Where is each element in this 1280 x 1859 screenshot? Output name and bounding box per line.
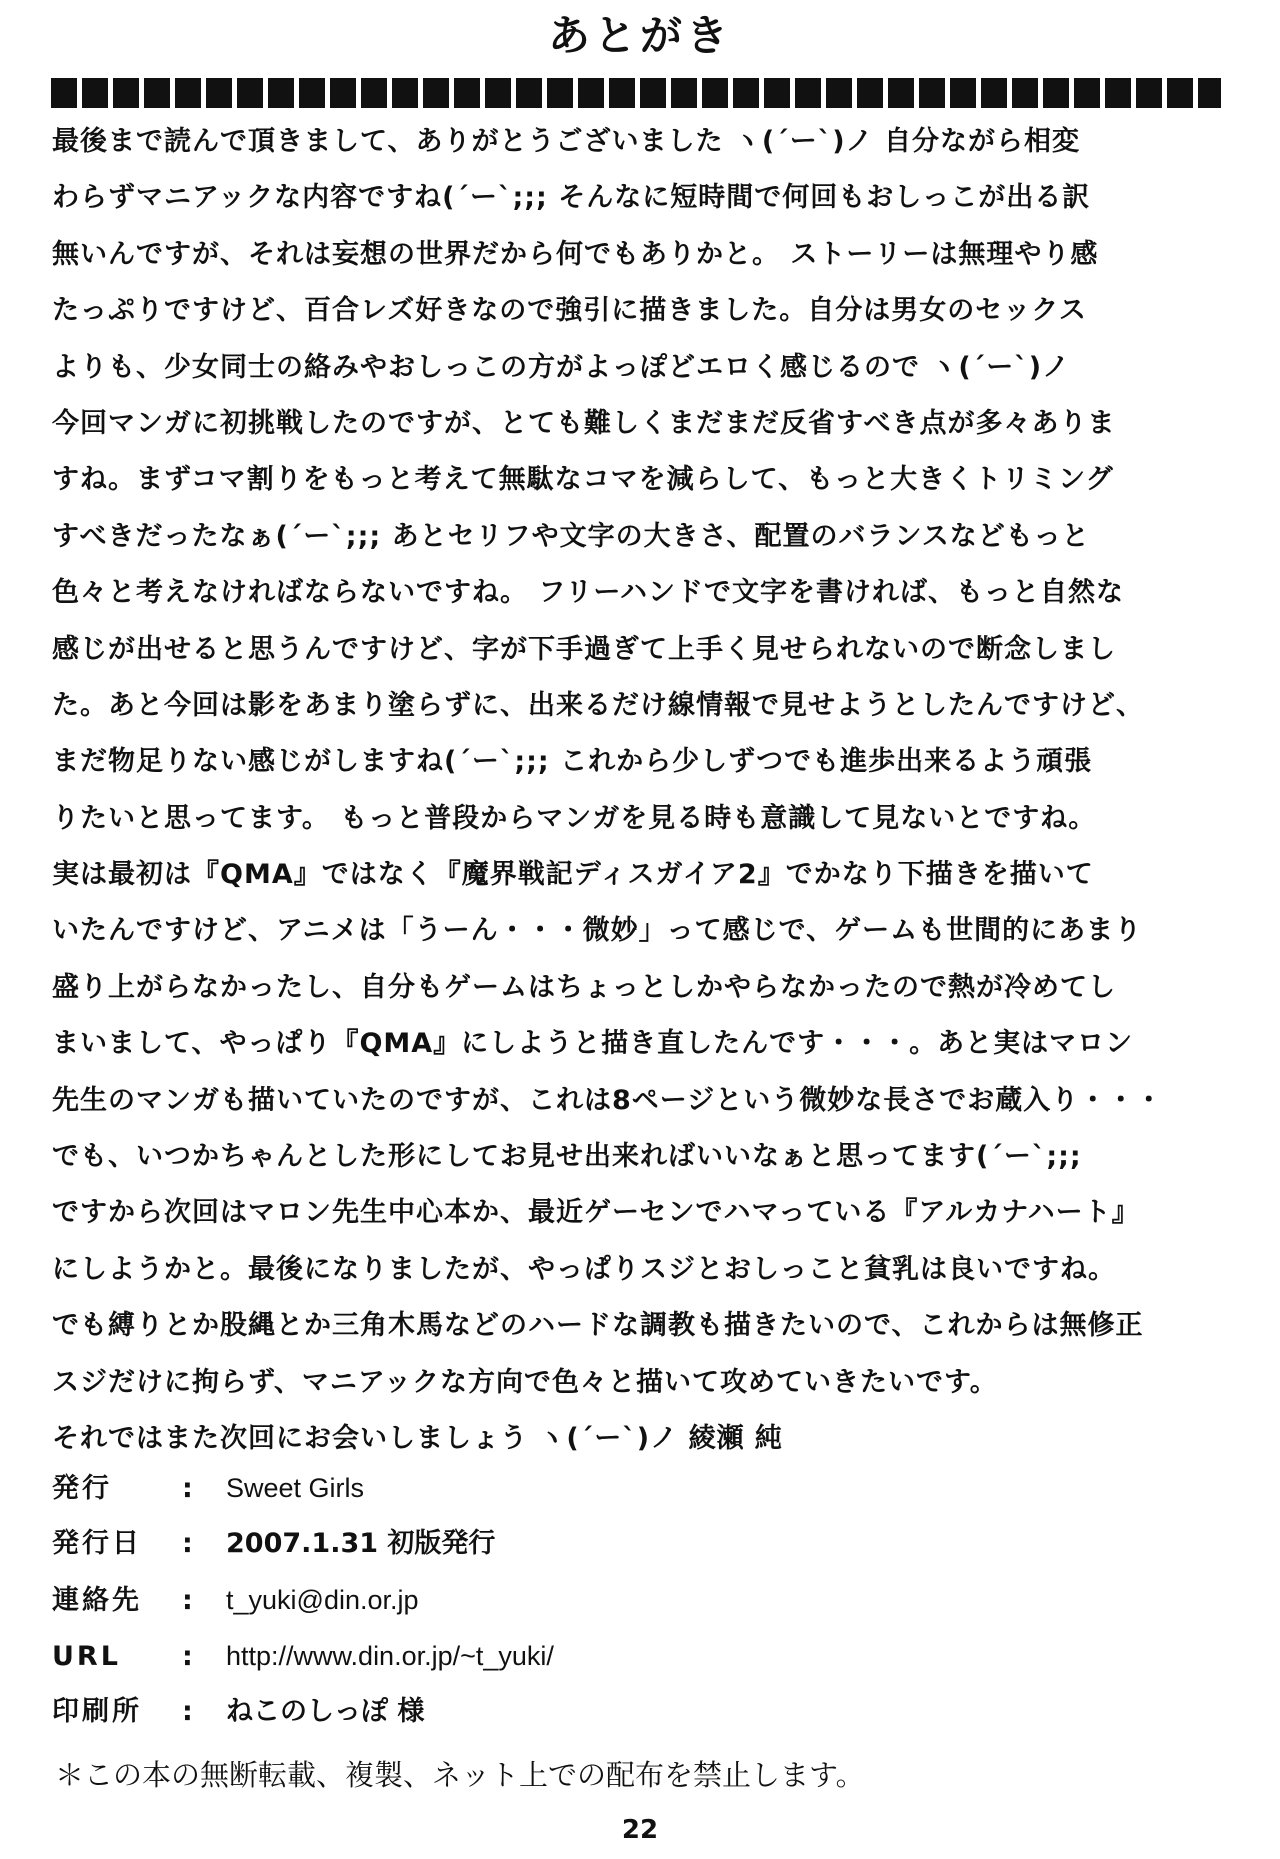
copyright-notice: ＊この本の無断転載、複製、ネット上での配布を禁止します。 xyxy=(55,1758,865,1792)
body-line: それではまた次回にお会いしましょう ヽ(´ー`)ノ 綾瀬 純 xyxy=(52,1422,783,1454)
contact-email[interactable]: t_yuki@din.or.jp xyxy=(226,1585,419,1615)
body-line: 感じが出せると思うんですけど、字が下手過ぎて上手く見せられないので断念しまし xyxy=(52,633,1116,665)
body-line: 無いんですが、それは妄想の世界だから何でもありかと。 ストーリーは無理やり感 xyxy=(52,238,1099,270)
body-line: 今回マンガに初挑戦したのですが、とても難しくまだまだ反省すべき点が多々ありま xyxy=(52,407,1116,439)
body-line: 先生のマンガも描いていたのですが、これは8ページという微妙な長さでお蔵入り・・・ xyxy=(52,1084,1164,1116)
publisher-value: Sweet Girls xyxy=(226,1473,365,1503)
body-line: 最後まで読んで頂きまして、ありがとうございました ヽ(´ー`)ノ 自分ながら相変 xyxy=(52,126,1080,157)
colophon-date xyxy=(52,1516,1152,1572)
body-line: た。あと今回は影をあまり塗らずに、出来るだけ線情報で見せようとしたんですけど、 xyxy=(52,689,1144,721)
body-line: まいまして、やっぱり『QMA』にしようと描き直したんです・・・。あと実はマロン xyxy=(52,1028,1134,1060)
body-line: にしようかと。最後になりましたが、やっぱりスジとおしっこと貧乳は良いですね。 xyxy=(52,1253,1116,1285)
colophon-label: 発行日 xyxy=(52,1528,142,1559)
body-line: わらずマニアックな内容ですね(´ー`;;; そんなに短時間で何回もおしっこが出る訳 xyxy=(52,182,1091,214)
colophon xyxy=(52,1460,1152,1740)
website-url[interactable]: http://www.din.or.jp/~t_yuki/ xyxy=(226,1641,554,1671)
colophon-publisher xyxy=(52,1460,1152,1516)
colophon-separator: : xyxy=(182,1641,193,1672)
body-line: 盛り上がらなかったし、自分もゲームはちょっとしかやらなかったので熱が冷めてし xyxy=(52,971,1116,1003)
body-line: たっぷりですけど、百合レズ好きなので強引に描きました。自分は男女のセックス xyxy=(52,295,1087,327)
colophon-separator: : xyxy=(182,1528,193,1559)
body-line: でも、いつかちゃんとした形にしてお見せ出来ればいいなぁと思ってます(´ー`;;; xyxy=(52,1141,1082,1173)
colophon-label: 連絡先 xyxy=(52,1585,142,1616)
body-line: 実は最初は『QMA』ではなく『魔界戦記ディスガイア2』でかなり下描きを描いて xyxy=(52,859,1094,891)
colophon-label: 印刷所 xyxy=(52,1696,142,1727)
body-line: よりも、少女同士の絡みやおしっこの方がよっぽどエロく感じるので ヽ(´ー`)ノ xyxy=(52,351,1071,383)
body-line: すね。まずコマ割りをもっと考えて無駄なコマを減らして、もっと大きくトリミング xyxy=(52,464,1114,496)
colophon-separator: : xyxy=(182,1696,193,1727)
colophon-url xyxy=(52,1628,1152,1684)
body-line: まだ物足りない感じがしますね(´ー`;;; これから少しずつでも進歩出来るよう頑張 xyxy=(52,746,1093,778)
colophon-printer xyxy=(52,1684,1152,1740)
body-line: りたいと思ってます。 もっと普段からマンガを見る時も意識して見ないとですね。 xyxy=(52,802,1097,834)
colophon-separator: : xyxy=(182,1473,193,1504)
page-number: 22 xyxy=(621,1815,659,1845)
decorative-block-bar xyxy=(51,78,1221,108)
colophon-contact xyxy=(52,1572,1152,1628)
colophon-label: URL xyxy=(52,1641,121,1672)
colophon-separator: : xyxy=(182,1585,193,1616)
body-line: 色々と考えなければならないですね。 フリーハンドで文字を書ければ、もっと自然な xyxy=(52,577,1124,609)
colophon-label: 発行 xyxy=(52,1473,112,1504)
printer-value: ねこのしっぽ 様 xyxy=(226,1696,425,1727)
body-line: いたんですけど、アニメは「うーん・・・微妙」って感じで、ゲームも世間的にあまり xyxy=(52,915,1143,947)
body-line: スジだけに拘らず、マニアックな方向で色々と描いて攻めていきたいです。 xyxy=(52,1366,998,1398)
page-title: あとがき xyxy=(547,11,732,60)
afterword-body xyxy=(52,114,1242,1467)
date-value: 2007.1.31 初版発行 xyxy=(226,1528,496,1559)
body-line: でも縛りとか股縄とか三角木馬などのハードな調教も描きたいので、これからは無修正 xyxy=(52,1310,1144,1342)
body-line: ですから次回はマロン先生中心本か、最近ゲーセンでハマっている『アルカナハート』 xyxy=(52,1197,1140,1229)
body-line: すべきだったなぁ(´ー`;;; あとセリフや文字の大きさ、配置のバランスなどもっと xyxy=(52,520,1090,552)
